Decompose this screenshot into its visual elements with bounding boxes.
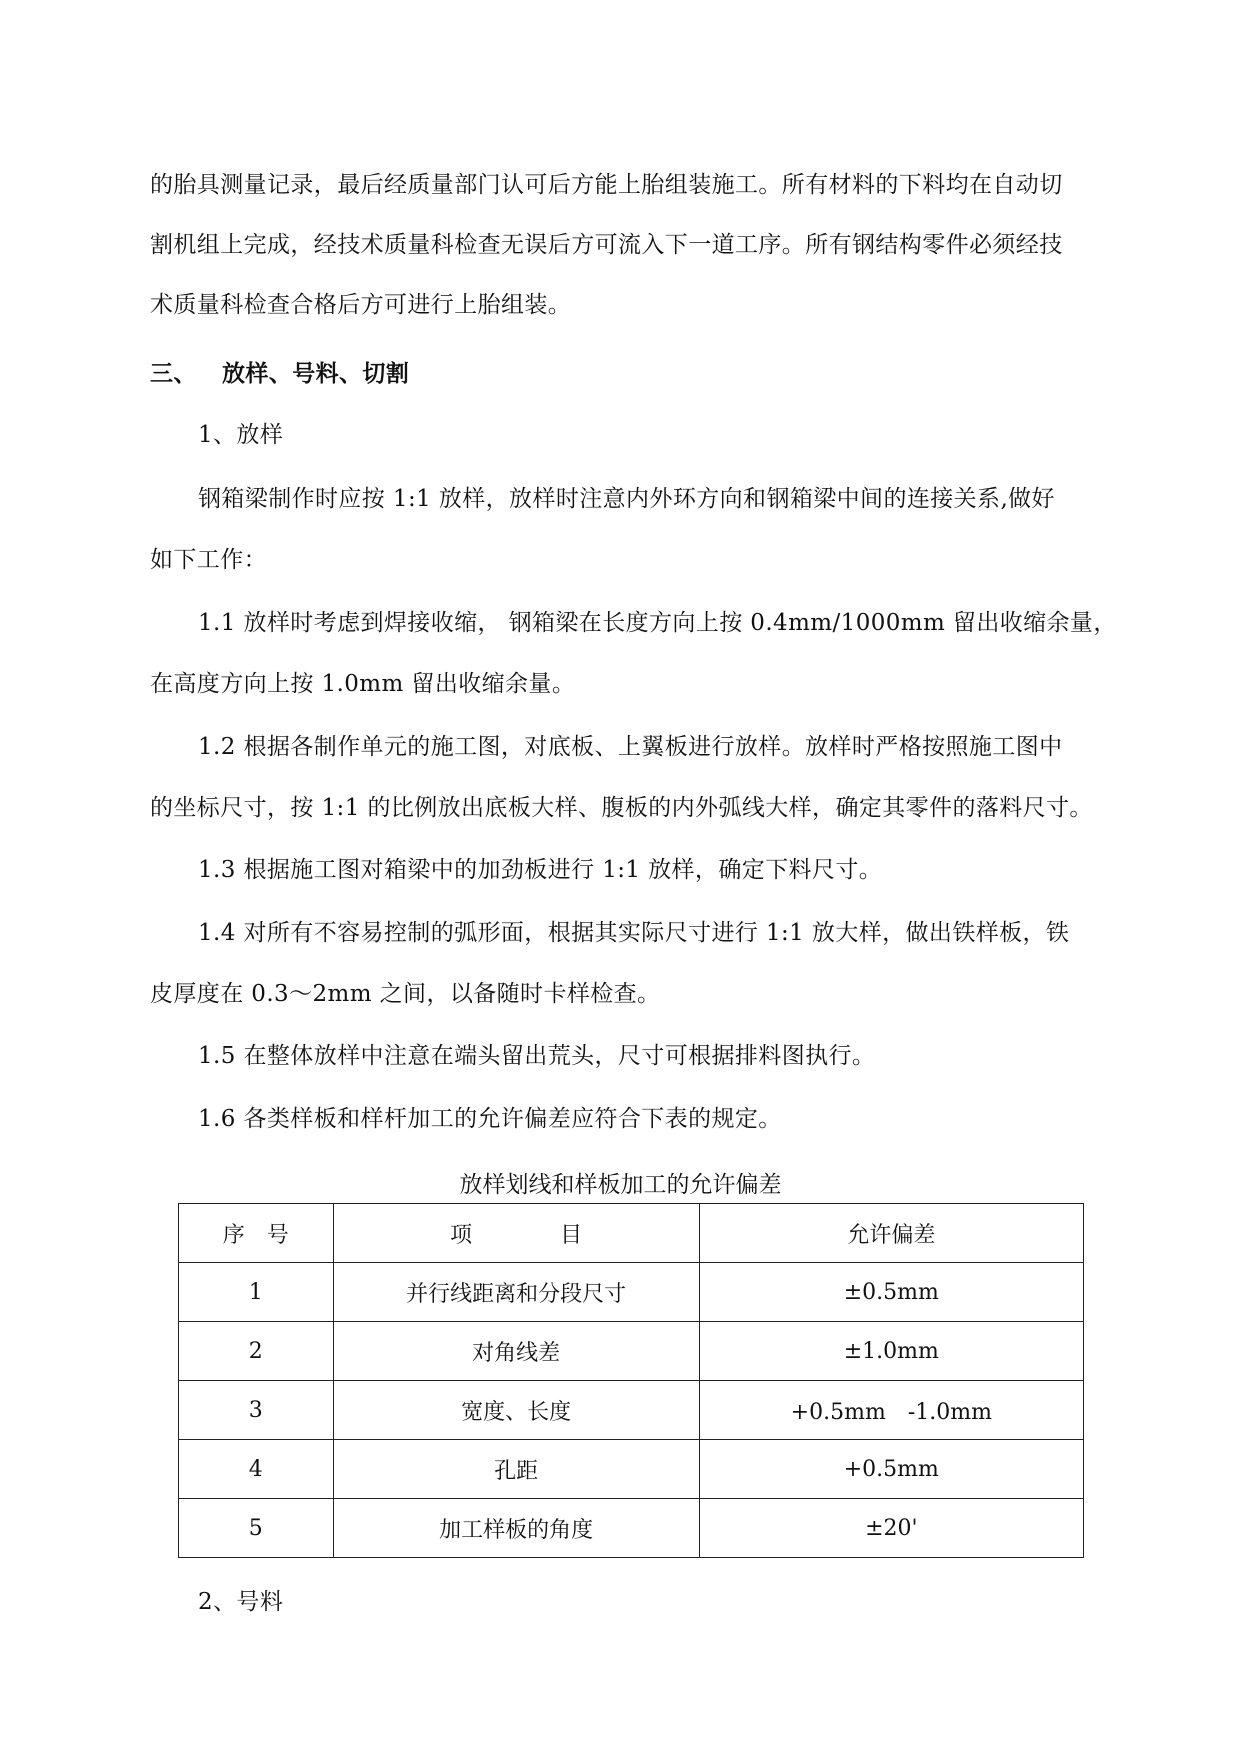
cell-seq: 2 — [179, 1322, 334, 1381]
table-row — [179, 1499, 1084, 1558]
paragraph-line: 1.6 各类样板和样杆加工的允许偏差应符合下表的规定。 — [198, 1106, 782, 1132]
paragraph-line: 1.2 根据各制作单元的施工图，对底板、上翼板进行放样。放样时严格按照施工图中 — [198, 734, 1063, 760]
cell-tolerance: ±20' — [699, 1499, 1083, 1558]
paragraph-line: 钢箱梁制作时应按 1:1 放样，放样时注意内外环方向和钢箱梁中间的连接关系,做好 — [198, 486, 1055, 512]
table-row — [179, 1381, 1084, 1440]
table-row — [179, 1263, 1084, 1322]
table-header-row — [179, 1204, 1084, 1263]
paragraph-line: 1.5 在整体放样中注意在端头留出荒头，尺寸可根据排料图执行。 — [198, 1043, 876, 1069]
table-title: 放样划线和样板加工的允许偏差 — [459, 1172, 782, 1198]
paragraph-line: 割机组上完成，经技术质量科检查无误后方可流入下一道工序。所有钢结构零件必须经技 — [150, 232, 1063, 258]
paragraph-line: 皮厚度在 0.3～2mm 之间，以备随时卡样检查。 — [150, 981, 661, 1007]
cell-item: 并行线距离和分段尺寸 — [333, 1263, 699, 1322]
cell-seq: 1 — [179, 1263, 334, 1322]
cell-seq: 4 — [179, 1440, 334, 1499]
section-title: 放样、号料、切割 — [222, 361, 410, 387]
cell-tolerance: +0.5mm -1.0mm — [699, 1381, 1083, 1440]
header-seq: 序 号 — [179, 1204, 334, 1263]
subheading: 1、放样 — [198, 422, 284, 448]
paragraph-line: 如下工作： — [150, 547, 267, 573]
paragraph-line: 1.1 放样时考虑到焊接收缩， 钢箱梁在长度方向上按 0.4mm/1000mm 留出收缩余量， — [198, 610, 1117, 636]
cell-item: 加工样板的角度 — [333, 1499, 699, 1558]
cell-tolerance: ±1.0mm — [699, 1322, 1083, 1381]
section-heading — [150, 359, 1120, 389]
cell-tolerance: ±0.5mm — [699, 1263, 1083, 1322]
paragraph-line: 在高度方向上按 1.0mm 留出收缩余量。 — [150, 671, 576, 697]
subheading: 2、号料 — [198, 1589, 284, 1615]
section-number: 三、 — [150, 361, 197, 387]
cell-seq: 5 — [179, 1499, 334, 1558]
table-row — [179, 1440, 1084, 1499]
cell-item: 宽度、长度 — [333, 1381, 699, 1440]
cell-tolerance: +0.5mm — [699, 1440, 1083, 1499]
table-row — [179, 1322, 1084, 1381]
paragraph-line: 1.3 根据施工图对箱梁中的加劲板进行 1:1 放样，确定下料尺寸。 — [198, 857, 883, 883]
header-tolerance: 允许偏差 — [699, 1204, 1083, 1263]
paragraph-line: 的坐标尺寸，按 1:1 的比例放出底板大样、腹板的内外弧线大样，确定其零件的落料尺寸。 — [150, 795, 1093, 821]
paragraph-line: 的胎具测量记录，最后经质量部门认可后方能上胎组装施工。所有材料的下料均在自动切 — [150, 172, 1063, 198]
cell-seq: 3 — [179, 1381, 334, 1440]
cell-item: 对角线差 — [333, 1322, 699, 1381]
tolerance-table — [178, 1203, 1084, 1558]
paragraph-line: 术质量科检查合格后方可进行上胎组装。 — [150, 292, 572, 318]
header-item: 项 目 — [333, 1204, 699, 1263]
cell-item: 孔距 — [333, 1440, 699, 1499]
paragraph-line: 1.4 对所有不容易控制的弧形面，根据其实际尺寸进行 1:1 放大样，做出铁样板，铁 — [198, 920, 1070, 946]
